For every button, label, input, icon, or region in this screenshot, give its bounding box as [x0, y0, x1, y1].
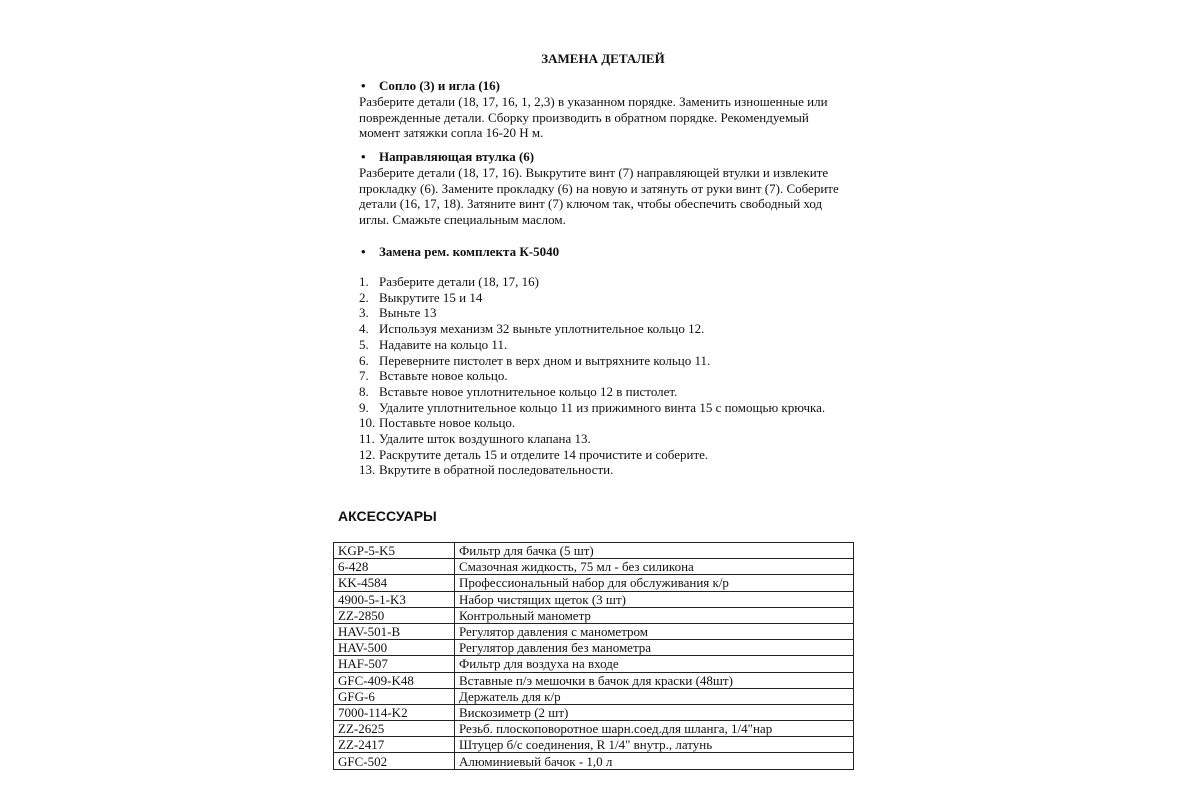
accessories-table: [333, 542, 854, 770]
paragraph-line: прокладку (6). Замените прокладку (6) на новую и затянуть от руки винт (7). Соберите: [359, 180, 839, 196]
part-description: Регулятор давления без манометра: [455, 640, 854, 656]
list-item: [359, 290, 825, 306]
table-row: [334, 753, 854, 769]
step-number: 1.: [359, 274, 369, 289]
step-text: Удалите шток воздушного клапана 13.: [379, 431, 591, 447]
part-code: GFG-6: [334, 688, 455, 704]
part-code: HAF-507: [334, 656, 455, 672]
step-number: 13.: [359, 462, 376, 478]
step-number: 7.: [359, 368, 369, 384]
table-row: [334, 591, 854, 607]
section-repair-kit: [359, 244, 879, 260]
list-item: [359, 368, 825, 384]
table-row: [334, 672, 854, 688]
section-paragraph: [359, 165, 879, 227]
part-code: GFC-409-K48: [334, 672, 455, 688]
table-row: [334, 559, 854, 575]
step-number: 4.: [359, 321, 369, 337]
step-number: 11.: [359, 431, 375, 447]
paragraph-line: момент затяжки сопла 16-20 Н м.: [359, 125, 544, 140]
paragraph-line: иглы. Смажьте специальным маслом.: [359, 211, 566, 227]
list-item: [359, 462, 825, 478]
section-heading-text: Направляющая втулка (6): [379, 149, 535, 164]
step-text: Удалите уплотнительное кольцо 11 из прижимного винта 15 с помощью крючка.: [379, 399, 826, 415]
accessories-heading: АКСЕССУАРЫ: [338, 508, 437, 524]
section-heading: [361, 149, 879, 165]
table-row: [334, 575, 854, 591]
part-description: Резьб. плоскоповоротное шарн.соед.для шланга, 1/4"нар: [455, 721, 854, 737]
part-description: Фильтр для бачка (5 шт): [455, 543, 854, 559]
step-text: Вставьте новое уплотнительное кольцо 12 в пистолет.: [379, 383, 678, 399]
table-row: [334, 737, 854, 753]
part-description: Смазочная жидкость, 75 мл - без силикона: [455, 559, 854, 575]
list-item: [359, 447, 825, 463]
section-heading: [361, 244, 879, 260]
step-number: 6.: [359, 352, 369, 368]
paragraph-line: Разберите детали (18, 17, 16, 1, 2,3) в указанном порядке. Заменить изношенные или: [359, 94, 828, 109]
table-row: [334, 543, 854, 559]
step-number: 3.: [359, 305, 369, 321]
part-code: GFC-502: [334, 753, 455, 769]
list-item: [359, 415, 825, 431]
step-number: 9.: [359, 399, 369, 415]
list-item: [359, 274, 825, 290]
table-row: [334, 721, 854, 737]
table-row: [334, 623, 854, 639]
bullet-icon: •: [361, 244, 366, 259]
part-description: Вставные п/э мешочки в бачок для краски (48шт): [455, 672, 854, 688]
step-number: 12.: [359, 446, 376, 462]
part-code: HAV-500: [334, 640, 455, 656]
part-code: KGP-5-K5: [334, 543, 455, 559]
list-item: [359, 337, 825, 353]
part-code: ZZ-2625: [334, 721, 455, 737]
part-description: Фильтр для воздуха на входе: [455, 656, 854, 672]
step-text: Выкрутите 15 и 14: [379, 289, 483, 305]
table-row: [334, 640, 854, 656]
table-row: [334, 607, 854, 623]
step-number: 5.: [359, 336, 369, 352]
part-code: 4900-5-1-K3: [334, 591, 455, 607]
list-item: [359, 431, 825, 447]
repair-steps-list: [359, 274, 825, 478]
step-text: Выньте 13: [379, 305, 437, 321]
section-heading-text: Сопло (3) и игла (16): [379, 78, 501, 93]
part-code: HAV-501-B: [334, 623, 455, 639]
page-title: ЗАМЕНА ДЕТАЛЕЙ: [541, 51, 665, 66]
step-number: 8.: [359, 383, 369, 399]
part-description: Контрольный манометр: [455, 607, 854, 623]
paragraph-line: детали (16, 17, 18). Затяните винт (7) ключом так, чтобы обеспечить свободный ход: [359, 196, 823, 211]
paragraph-line: поврежденные детали. Сборку производить в обратном порядке. Рекомендуемый: [359, 109, 809, 125]
bullet-icon: •: [361, 149, 366, 164]
list-item: [359, 305, 825, 321]
table-row: [334, 688, 854, 704]
part-description: Держатель для к/р: [455, 688, 854, 704]
list-item: [359, 321, 825, 337]
part-description: Алюминиевый бачок - 1,0 л: [455, 753, 854, 769]
step-number: 2.: [359, 289, 369, 305]
step-text: Вставьте новое кольцо.: [379, 368, 508, 384]
section-guide-bushing: [359, 149, 879, 227]
paragraph-line: Разберите детали (18, 17, 16). Выкрутите винт (7) направляющей втулки и извлеките: [359, 165, 829, 180]
part-description: Набор чистящих щеток (3 шт): [455, 591, 854, 607]
section-heading-text: Замена рем. комплекта К-5040: [379, 244, 560, 259]
part-description: Профессиональный набор для обслуживания к/р: [455, 575, 854, 591]
list-item: [359, 400, 825, 416]
part-code: 7000-114-K2: [334, 704, 455, 720]
part-description: Штуцер б/с соединения, R 1/4" внутр., латунь: [455, 737, 854, 753]
list-item: [359, 353, 825, 369]
step-text: Вкрутите в обратной последовательности.: [379, 462, 614, 478]
step-text: Переверните пистолет в верх дном и вытряхните кольцо 11.: [379, 352, 711, 368]
step-text: Надавите на кольцо 11.: [379, 336, 508, 352]
section-heading: [361, 78, 879, 94]
table-row: [334, 704, 854, 720]
list-item: [359, 384, 825, 400]
step-text: Раскрутите деталь 15 и отделите 14 прочистите и соберите.: [379, 446, 709, 462]
part-code: KK-4584: [334, 575, 455, 591]
bullet-icon: •: [361, 78, 366, 93]
part-description: Вискозиметр (2 шт): [455, 704, 854, 720]
step-text: Используя механизм 32 выньте уплотнительное кольцо 12.: [379, 321, 705, 337]
section-nozzle-needle: [359, 78, 879, 141]
part-code: ZZ-2417: [334, 737, 455, 753]
part-code: 6-428: [334, 559, 455, 575]
step-text: Разберите детали (18, 17, 16): [379, 274, 539, 289]
part-code: ZZ-2850: [334, 607, 455, 623]
step-text: Поставьте новое кольцо.: [379, 415, 516, 431]
step-number: 10.: [359, 415, 376, 431]
table-row: [334, 656, 854, 672]
part-description: Регулятор давления с манометром: [455, 623, 854, 639]
section-paragraph: [359, 94, 879, 141]
